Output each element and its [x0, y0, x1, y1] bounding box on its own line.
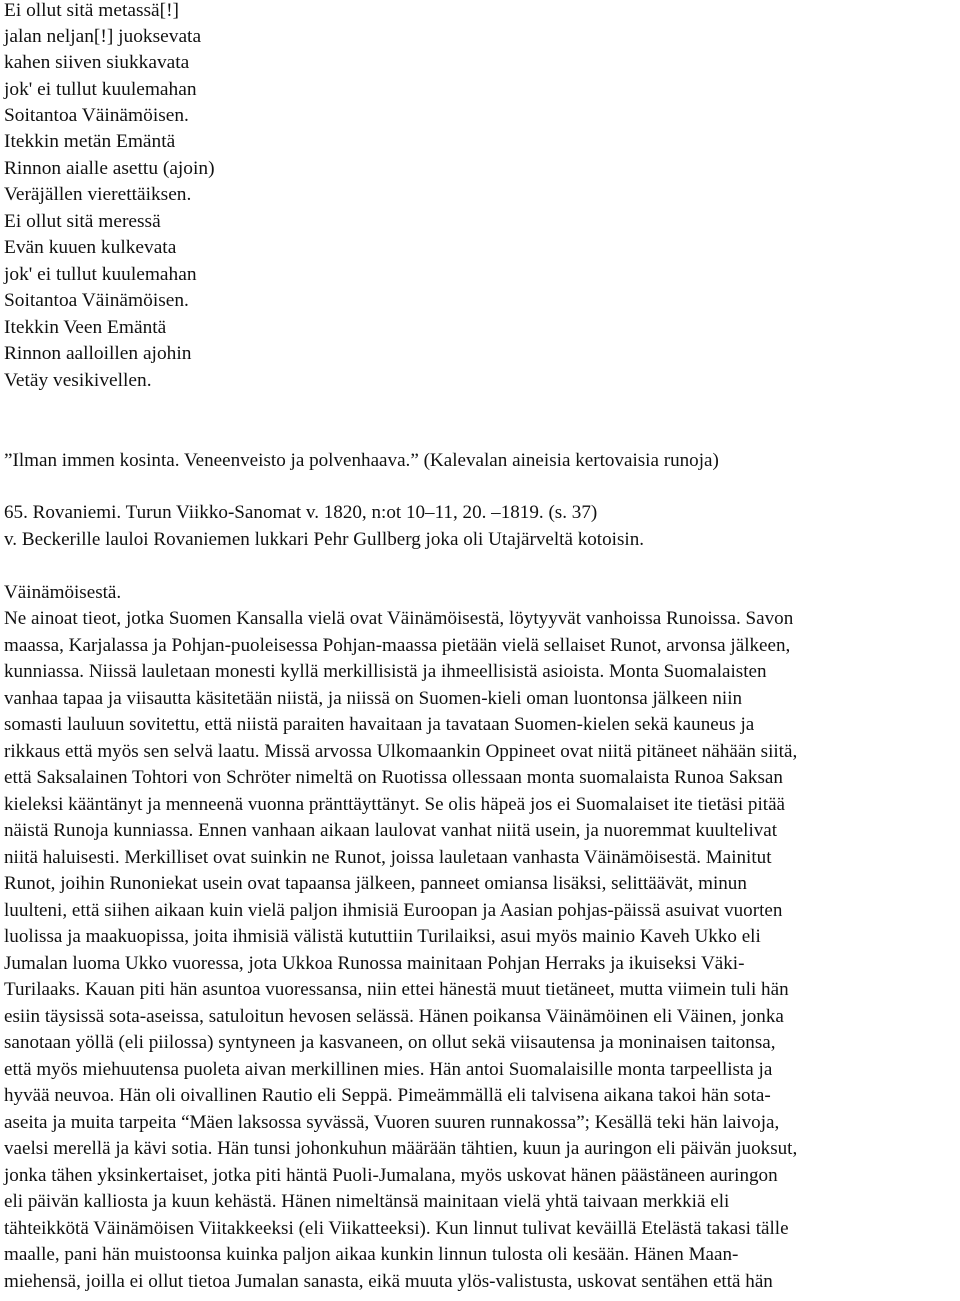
poem-line: Soitantoa Väinämöisen. — [4, 105, 189, 126]
poem-line: Rinnon aialle asettu (ajoin) — [4, 158, 215, 179]
body-line: maalle, pani hän muistoonsa kuinka paljon aikaa kunkin linnun tulosta oli kesään. Hänen Maan- — [4, 1244, 739, 1265]
body-line: luulteni, että siihen aikaan kuin vielä paljon ihmisiä Euroopan ja Aasian pohjas-päissä asuivat vuorten — [4, 900, 783, 921]
poem-line: Ei ollut sitä metassä[!] — [4, 0, 180, 21]
body-line: että Saksalainen Tohtori von Schröter nimeltä on Ruotissa ollessaan monta suomalaista Runoa Saksan — [4, 767, 783, 788]
poem-line: Rinnon aalloillen ajohin — [4, 343, 192, 364]
body-line: sanotaan yöllä (eli piilossa) syntyneen ja kasvaneen, on ollut sekä viisautensa ja moninaisen taitonsa, — [4, 1032, 776, 1053]
body-line: somasti lauluun sovitettu, että niistä paraiten havaitaan ja tavataan Suomen-kielen sekä kauneus ja — [4, 714, 755, 735]
caption-line: ”Ilman immen kosinta. Veneenveisto ja polvenhaava.” (Kalevalan aineisia kertovaisia runoja) — [4, 450, 719, 471]
body-line: niitä haluisesti. Merkilliset ovat suinkin ne Runot, joissa lauletaan vanhasta Väinämöisestä. Mainitut — [4, 847, 772, 868]
poem-line: jok' ei tullut kuulemahan — [4, 79, 197, 100]
poem-line: kahen siiven siukkavata — [4, 52, 190, 73]
body-line: miehensä, joilla ei ollut tietoa Jumalan sanasta, eikä muuta ylös-valistusta, uskovat sentähen että hän — [4, 1271, 773, 1292]
poem-line: Soitantoa Väinämöisen. — [4, 290, 189, 311]
body-line: Runot, joihin Runoniekat usein ovat tapaansa jälkeen, panneet omiansa lisäksi, selittäävät, minun — [4, 873, 747, 894]
source-line: v. Beckerille lauloi Rovaniemen lukkari Pehr Gullberg joka oli Utajärveltä kotoisin. — [4, 529, 645, 550]
body-line: vanhaa tapaa ja viisautta käsitetään niistä, ja niissä on Suomen-kieli oman luontonsa jälkeen niin — [4, 688, 743, 709]
body-line: maassa, Karjalassa ja Pohjan-puoleisessa Pohjan-maassa pietään vielä sellaiset Runot, arvonsa jälkeen, — [4, 635, 791, 656]
body-line: Turilaaks. Kauan piti hän asuntoa vuoressansa, niin ettei hänestä muut tietäneet, mutta viimein tuli hän — [4, 979, 789, 1000]
poem-line: Itekkin Veen Emäntä — [4, 317, 167, 338]
body-line: kunniassa. Niissä lauletaan monesti kyllä merkillisistä ja ihmeellisistä asioista. Monta Suomalaisten — [4, 661, 767, 682]
body-line: tähteikkötä Väinämöisen Viitakkeeksi (eli Viikatteeksi). Kun linnut tulivat keväillä Etelästä takasi tälle — [4, 1218, 789, 1239]
body-line: jonka tähen yksinkertaiset, jotka piti häntä Puoli-Jumalana, myös uskovat hänen päästäneen auringon — [4, 1165, 778, 1186]
body-line: aseita ja muita tarpeita “Mäen laksossa syvässä, Vuoren suuren runnakossa”; Kesällä teki hän laivoja, — [4, 1112, 780, 1133]
poem-line: Ei ollut sitä meressä — [4, 211, 161, 232]
body-line: Jumalan luoma Ukko vuoressa, jota Ukkoa Runossa mainitaan Pohjan Herraks ja ikuiseksi Väki- — [4, 953, 745, 974]
body-line: esiin täysissä sota-aseissa, satuloitun hevosen selässä. Hänen poikansa Väinämöinen eli Väinen, jonka — [4, 1006, 784, 1027]
poem-line: Vetäy vesikivellen. — [4, 370, 152, 391]
body-line: rikkaus että myös sen selvä laatu. Missä arvossa Ulkomaankin Oppineet ovat niitä pitäneet nähään siitä, — [4, 741, 798, 762]
poem-line: Veräjällen vierettäiksen. — [4, 184, 192, 205]
poem-line: Evän kuuen kulkevata — [4, 237, 177, 258]
body-line: hyvää neuvoa. Hän oli oivallinen Rautio eli Seppä. Pimeämmällä eli talvisena aikana takoi hän sota- — [4, 1085, 771, 1106]
poem-line: jalan neljan[!] juoksevata — [4, 26, 202, 47]
body-line: että myös miehuutensa puoleta aivan merkillinen mies. Hän antoi Suomalaisille monta tarpeellista ja — [4, 1059, 773, 1080]
body-line: eli päivän kalliosta ja kuun kehästä. Hänen nimeltänsä mainitaan vielä yhtä taivaan merkkiä eli — [4, 1191, 730, 1212]
body-line: näistä Runoja kunniassa. Ennen vanhaan aikaan laulovat vanhat niitä usein, ja nuoremmat kuultelivat — [4, 820, 778, 841]
section-title-line: Väinämöisestä. — [4, 582, 122, 603]
body-line: vaelsi merellä ja kävi sotia. Hän tunsi johonkuhun määrään tähtien, kuun ja auringon eli päivän juoksut, — [4, 1138, 798, 1159]
body-line: Ne ainoat tieot, jotka Suomen Kansalla vielä ovat Väinämöisestä, löytyyvät vanhoissa Runoissa. Savon — [4, 608, 794, 629]
source-line: 65. Rovaniemi. Turun Viikko-Sanomat v. 1820, n:ot 10–11, 20. –1819. (s. 37) — [4, 502, 598, 523]
body-line: kieleksi kääntänyt ja menneenä vuonna pränttäyttänyt. Se olis häpeä jos ei Suomalaiset ite tietäsi pitää — [4, 794, 786, 815]
body-line: luolissa ja maakuopissa, joita ihmisiä välistä kututtiin Turilaiksi, asui myös mainio Kaveh Ukko eli — [4, 926, 761, 947]
poem-line: jok' ei tullut kuulemahan — [4, 264, 197, 285]
poem-line: Itekkin metän Emäntä — [4, 131, 176, 152]
